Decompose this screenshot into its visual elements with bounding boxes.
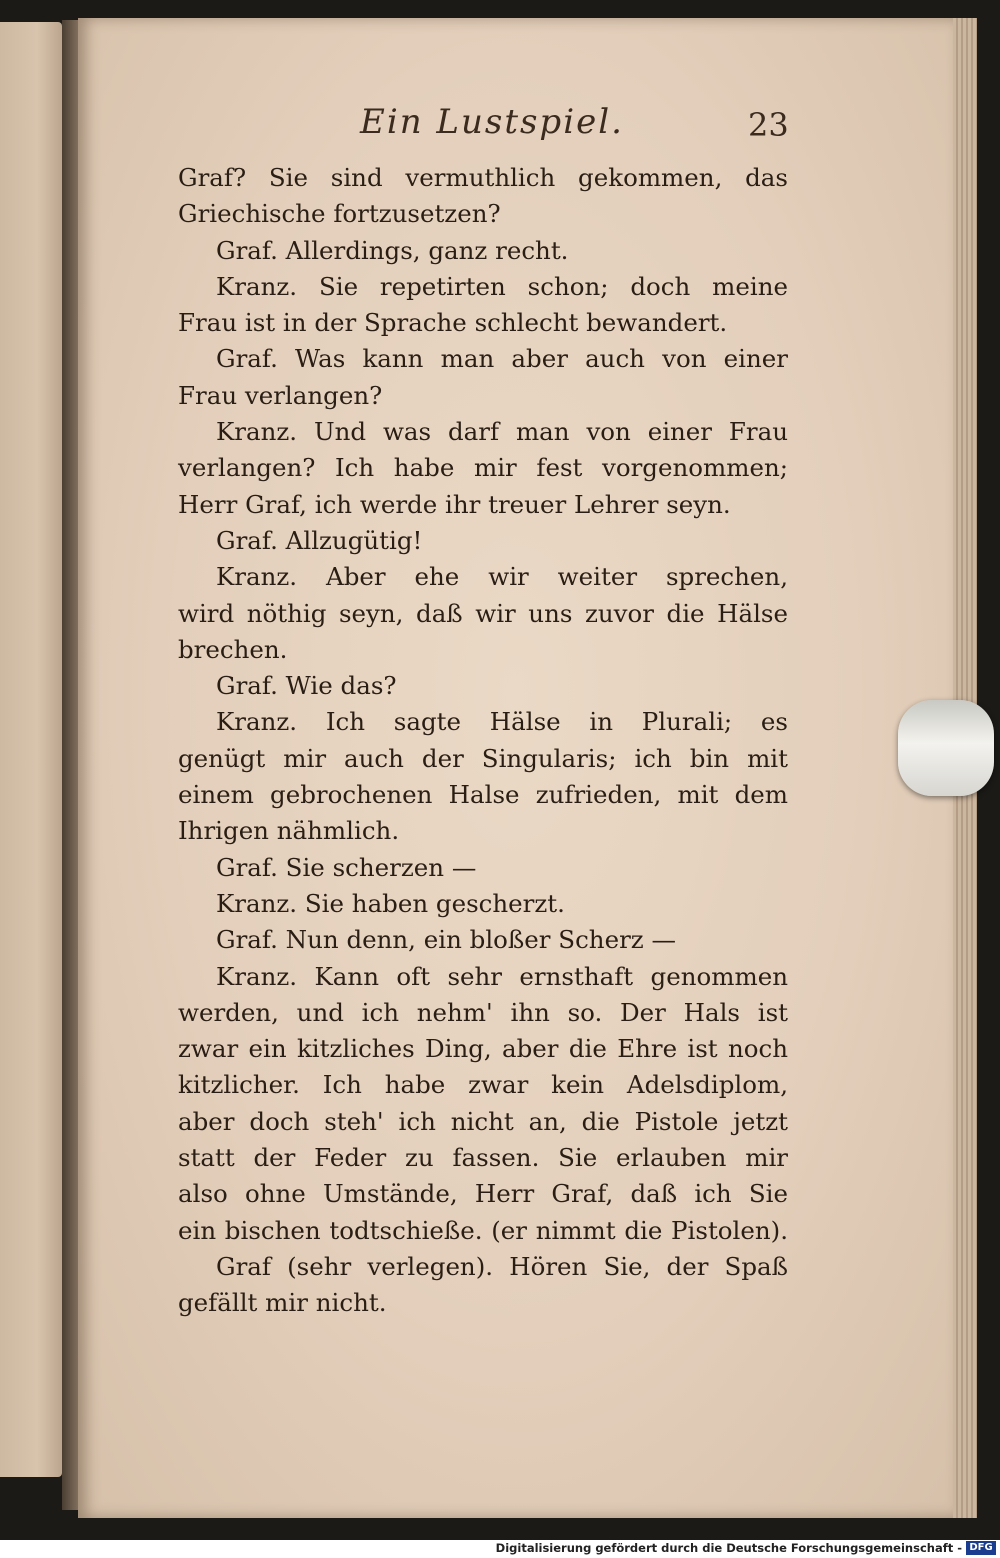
text-line: Graf. Wie das? <box>216 671 397 701</box>
text-line: Graf. Nun denn, ein bloßer Scherz — <box>216 925 676 955</box>
dfg-logo: DFG <box>966 1541 996 1555</box>
page-number: 23 <box>748 106 789 144</box>
text-line: aber doch steh' ich nicht an, die Pistole jetzt <box>178 1106 788 1136</box>
text-line: Kranz. Kann oft sehr ernsthaft genommen <box>216 961 788 991</box>
text-line: gefällt mir nicht. <box>178 1288 387 1318</box>
text-line: Graf. Sie scherzen — <box>216 852 477 882</box>
text-line: genügt mir auch der Singularis; ich bin mit <box>178 743 788 773</box>
page-header <box>80 102 900 152</box>
text-line: statt der Feder zu fassen. Sie erlauben mir <box>178 1143 788 1173</box>
text-line: wird nöthig seyn, daß wir uns zuvor die Hälse <box>178 598 788 628</box>
text-line: Graf. Allzugütig! <box>216 525 423 555</box>
text-line: Kranz. Sie haben gescherzt. <box>216 888 565 918</box>
body-text <box>178 160 788 1322</box>
text-line: einem gebrochenen Halse zufrieden, mit dem <box>178 780 788 810</box>
text-line: Griechische fortzusetzen? <box>178 199 501 229</box>
text-line: ein bischen todtschieße. (er nimmt die Pistolen). <box>178 1215 788 1245</box>
text-line: Graf? Sie sind vermuthlich gekommen, das <box>178 163 788 192</box>
page-tab-marker <box>898 700 994 796</box>
text-line: Kranz. Und was darf man von einer Frau <box>216 417 788 447</box>
text-line: verlangen? Ich habe mir fest vorgenommen; <box>178 453 788 483</box>
text-line: Graf. Allerdings, ganz recht. <box>216 235 569 265</box>
text-line: Frau verlangen? <box>178 380 383 410</box>
text-line: Kranz. Aber ehe wir weiter sprechen, <box>216 562 788 592</box>
text-line: Frau ist in der Sprache schlecht bewandert. <box>178 308 728 338</box>
text-line: Graf (sehr verlegen). Hören Sie, der Spaß <box>216 1251 788 1281</box>
text-line: Ihrigen nähmlich. <box>178 816 400 846</box>
text-line: zwar ein kitzliches Ding, aber die Ehre ist noch <box>178 1034 788 1064</box>
text-line: brechen. <box>178 634 288 664</box>
running-title: Ein Lustspiel. <box>360 102 624 142</box>
text-line: Kranz. Ich sagte Hälse in Plurali; es <box>216 707 788 737</box>
text-line: kitzlicher. Ich habe zwar kein Adelsdiplom, <box>178 1070 788 1100</box>
text-line: Kranz. Sie repetirten schon; doch meine <box>216 271 788 301</box>
text-line: werden, und ich nehm' ihn so. Der Hals ist <box>178 997 788 1027</box>
funding-credit: Digitalisierung gefördert durch die Deutsche Forschungsgemeinschaft - <box>495 1541 962 1555</box>
left-page-edge <box>0 22 62 1477</box>
text-line: Herr Graf, ich werde ihr treuer Lehrer seyn. <box>178 489 731 519</box>
text-line: also ohne Umstände, Herr Graf, daß ich Sie <box>178 1179 788 1209</box>
text-line: Graf. Was kann man aber auch von einer <box>216 344 788 374</box>
